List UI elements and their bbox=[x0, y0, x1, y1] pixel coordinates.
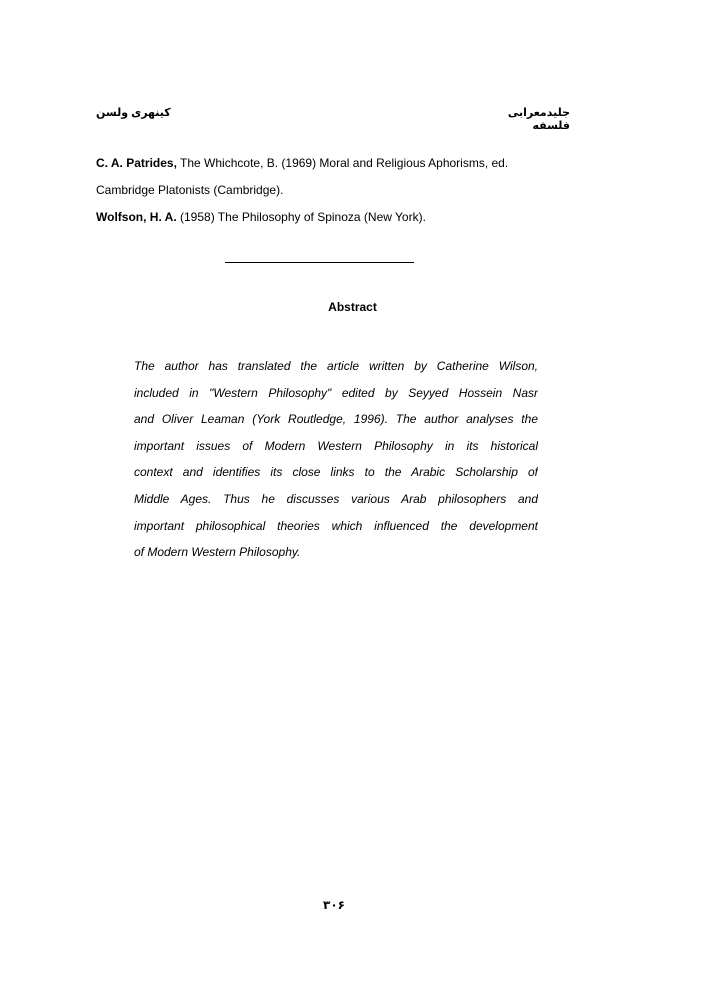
page-number: ۳۰۶ bbox=[323, 898, 345, 912]
abstract-line: Middle Ages. Thus he discusses various Arab philosophers and bbox=[134, 491, 538, 506]
abstract-heading: Abstract bbox=[328, 300, 377, 314]
reference-text: (1958) The Philosophy of Spinoza (New York). bbox=[176, 210, 426, 224]
reference-continuation: Cambridge Platonists (Cambridge). bbox=[96, 183, 284, 197]
abstract-line: of Modern Western Philosophy. bbox=[134, 545, 301, 560]
abstract-body bbox=[134, 353, 538, 566]
abstract-line: important issues of Modern Western Philosophy in its historical bbox=[134, 438, 538, 453]
abstract-line: context and identifies its close links to the Arabic Scholarship of bbox=[134, 465, 538, 480]
abstract-line: The author has translated the article written by Catherine Wilson, bbox=[134, 359, 538, 373]
reference-entry bbox=[96, 150, 566, 177]
references-section bbox=[96, 150, 566, 231]
running-header-author: کینهری ولسن bbox=[96, 107, 171, 119]
abstract-line: important philosophical theories which influenced the development bbox=[134, 518, 538, 533]
abstract-line: included in "Western Philosophy" edited by Seyyed Hossein Nasr bbox=[134, 385, 538, 400]
abstract-line: and Oliver Leaman (York Routledge, 1996). The author analyses the bbox=[134, 412, 538, 427]
reference-text: The Whichcote, B. (1969) Moral and Religious Aphorisms, ed. bbox=[176, 156, 509, 170]
section-divider bbox=[225, 262, 414, 263]
reference-author: Wolfson, H. A. bbox=[96, 210, 177, 224]
reference-author: C. A. Patrides, bbox=[96, 156, 177, 170]
running-header-journal-title: جلیدمعرابی فلسفه bbox=[507, 107, 570, 132]
reference-entry bbox=[96, 204, 566, 231]
